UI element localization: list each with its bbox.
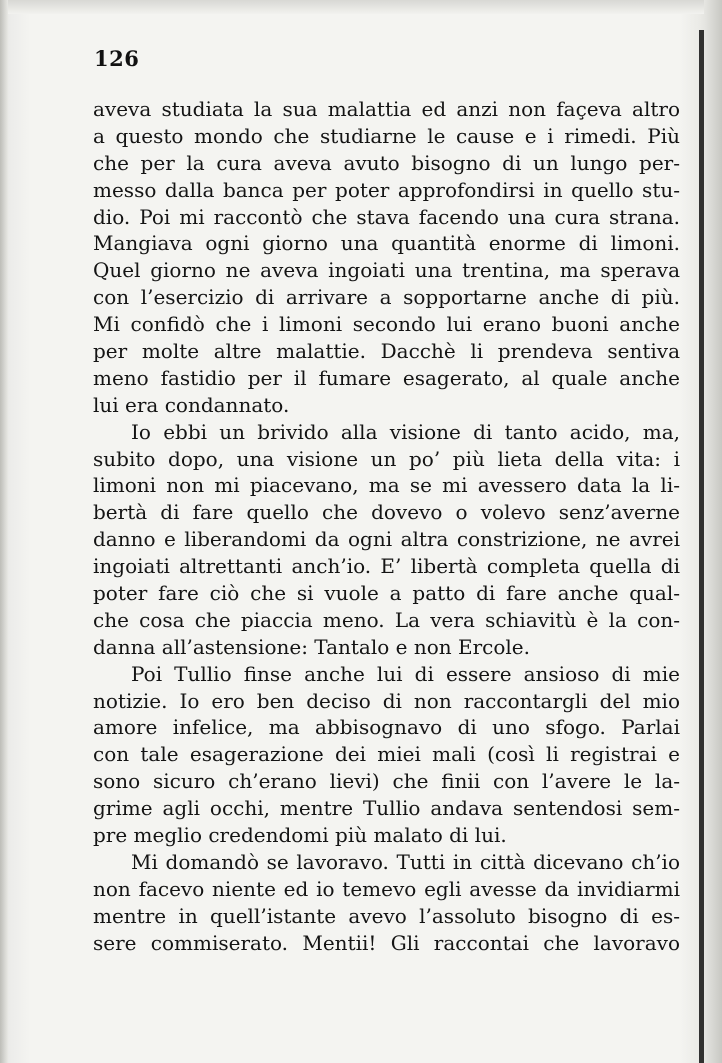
text-line: non facevo niente ed io temevo egli avesse da invidiarmi [93,876,680,901]
text-line: poter fare ciò che si vuole a patto di fare anche qual- [93,581,680,606]
text-line: che per la cura aveva avuto bisogno di un lungo per- [93,150,680,175]
text-line: Io ebbi un brivido alla visione di tanto acido, ma, [131,419,680,444]
page-number: 126 [94,46,140,71]
text-line: sono sicuro ch’erano lievi) che finii con l’avere le la- [93,769,680,794]
text-line: messo dalla banca per poter approfondirsi in quello stu- [93,177,680,202]
page-top-edge [0,0,722,14]
text-line: ingoiati altrettanti anch’io. E’ libertà completa quella di [93,554,680,579]
text-line: dio. Poi mi raccontò che stava facendo una cura strana. [93,204,680,229]
text-line: a questo mondo che studiarne le cause e i rimedi. Più [93,123,680,148]
text-line: Poi Tullio finse anche lui di essere ansioso di mie [131,661,680,686]
text-line: per molte altre malattie. Dacchè li prendeva sentiva [93,339,680,364]
page-right-edge [704,0,722,1063]
text-line: pre meglio credendomi più malato di lui. [93,823,507,848]
text-line: danno e liberandomi da ogni altra constrizione, ne avrei [93,527,680,552]
page-left-edge [0,0,8,1063]
book-spine-line [699,30,704,1063]
text-line: meno fastidio per il fumare esagerato, al quale anche [93,365,680,390]
text-line: bertà di fare quello che dovevo o volevo senz’averne [93,500,680,525]
text-line: con tale esagerazione dei miei mali (così li registrai e [93,742,680,767]
text-line: amore infelice, ma abbisognavo di uno sfogo. Parlai [93,715,680,740]
text-line: grime agli occhi, mentre Tullio andava sentendosi sem- [93,796,680,821]
text-line: limoni non mi piacevano, ma se mi avessero data la li- [93,473,680,498]
text-line: mentre in quell’istante avevo l’assoluto bisogno di es- [93,903,680,928]
text-line: danna all’astensione: Tantalo e non Ercole. [93,634,530,659]
text-line: subito dopo, una visione un po’ più lieta della vita: i [93,446,680,471]
text-line: che cosa che piaccia meno. La vera schiavitù è la con- [93,607,680,632]
text-line: aveva studiata la sua malattia ed anzi non façeva altro [93,97,680,121]
text-line: con l’esercizio di arrivare a sopportarne anche di più. [93,285,680,310]
text-line: Quel giorno ne aveva ingoiati una trentina, ma sperava [93,258,680,283]
text-line: Mangiava ogni giorno una quantità enorme di limoni. [93,231,680,256]
body-text [93,96,680,957]
text-line: Mi confidò che i limoni secondo lui erano buoni anche [93,312,680,337]
text-line: lui era condannato. [93,392,290,417]
text-line: sere commiserato. Mentii! Gli raccontai che lavoravo [93,930,680,955]
text-line: Mi domandò se lavoravo. Tutti in città dicevano ch’io [131,849,680,874]
text-line: notizie. Io ero ben deciso di non raccontargli del mio [93,688,680,713]
